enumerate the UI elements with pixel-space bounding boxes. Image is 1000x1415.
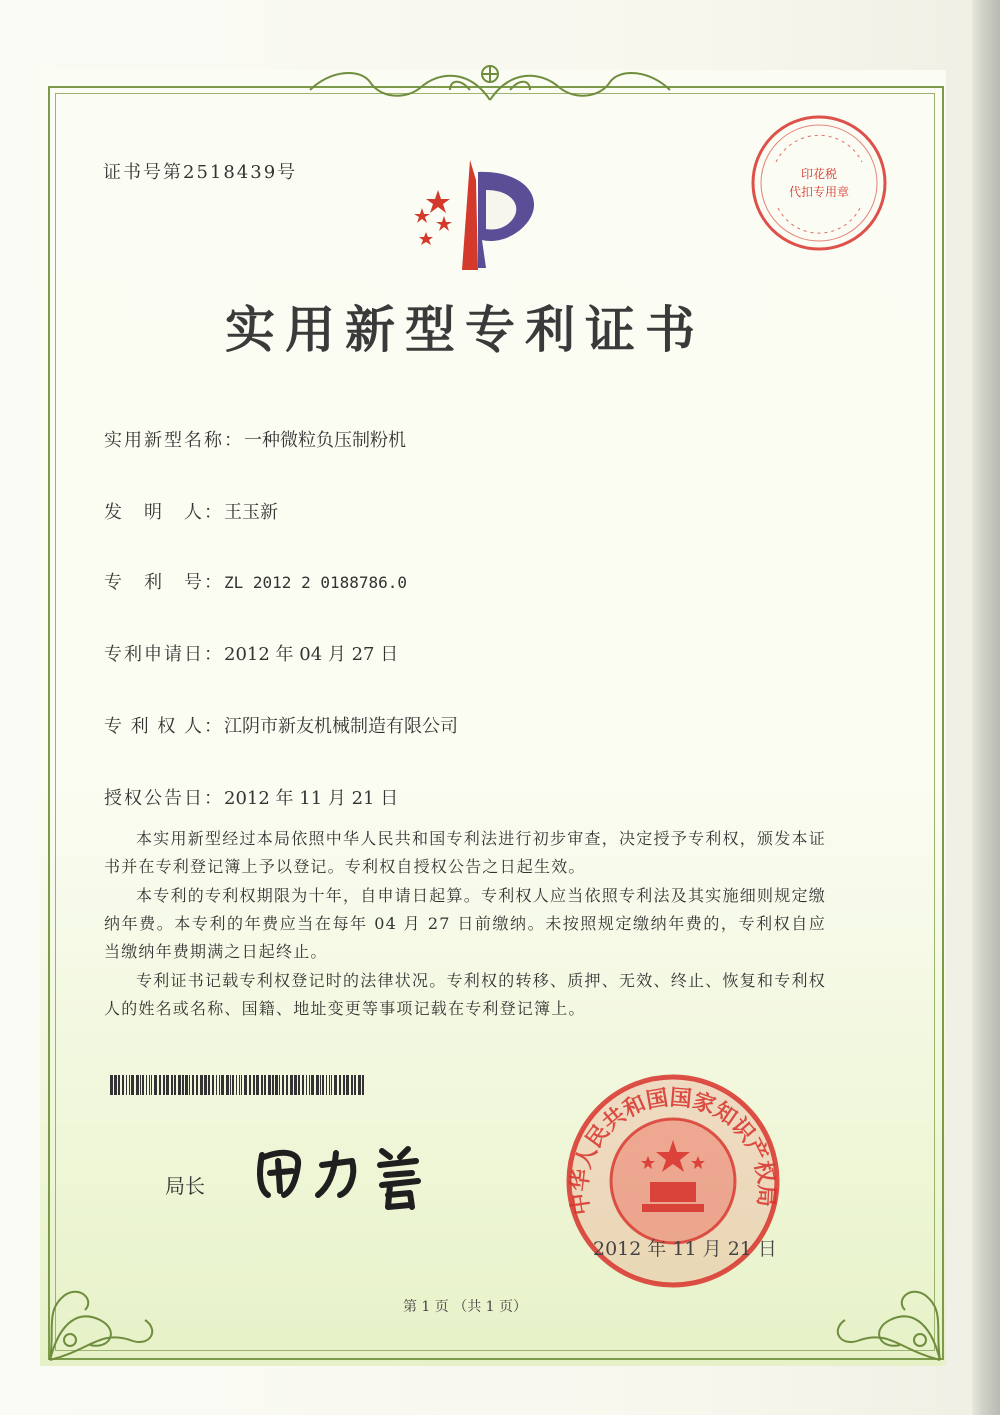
barcode-bar (264, 1075, 266, 1095)
barcode-bar (239, 1075, 240, 1095)
field-utility-model-name (104, 426, 406, 452)
barcode-bar (272, 1075, 274, 1095)
barcode-bar (236, 1075, 237, 1095)
barcode-bar (110, 1075, 113, 1095)
svg-text:代扣专用章: 代扣专用章 (788, 185, 850, 199)
barcode-bar (196, 1075, 198, 1095)
barcode-bar (129, 1075, 130, 1095)
barcode-bar (261, 1075, 263, 1095)
body-paragraph: 本专利的专利权期限为十年，自申请日起算。专利权人应当依照专利法及其实施细则规定缴纳年费。本专利的年费应当在每年 04 月 27 日前缴纳。未按照规定缴纳年费的，专利权自应当缴纳年费期满之日起终止。 (104, 886, 826, 961)
barcode (110, 1075, 366, 1095)
barcode-bar (358, 1075, 361, 1095)
barcode-bar (268, 1075, 271, 1095)
barcode-bar (294, 1075, 297, 1095)
barcode-bar (122, 1075, 124, 1095)
barcode-bar (329, 1075, 330, 1095)
barcode-bar (302, 1075, 304, 1095)
barcode-bar (159, 1075, 161, 1095)
corner-ornament-bottom-left (40, 1220, 190, 1370)
field-inventor (104, 498, 278, 524)
body-paragraph: 本实用新型经过本局依照中华人民共和国专利法进行初步审查，决定授予专利权，颁发本证书并在专利登记簿上予以登记。专利权自授权公告之日起生效。 (104, 829, 826, 876)
barcode-bar (334, 1075, 337, 1095)
barcode-bar (232, 1075, 234, 1095)
field-value: 王玉新 (224, 502, 278, 523)
barcode-bar (290, 1075, 293, 1095)
issue-date: 2012 年 11 月 21 日 (593, 1238, 777, 1260)
barcode-bar (182, 1075, 184, 1095)
barcode-bar (192, 1075, 194, 1095)
barcode-bar (354, 1075, 356, 1095)
barcode-bar (208, 1075, 210, 1095)
barcode-bar (253, 1075, 255, 1095)
tax-seal-stamp (748, 112, 890, 254)
certificate-number: 证书号第2518439号 (103, 162, 298, 183)
barcode-bar (309, 1075, 310, 1095)
barcode-bar (362, 1075, 364, 1095)
barcode-bar (212, 1075, 214, 1095)
field-value: 江阴市新友机械制造有限公司 (224, 716, 458, 737)
barcode-bar (320, 1075, 321, 1095)
barcode-bar (316, 1075, 319, 1095)
field-patent-number (104, 568, 407, 594)
barcode-bar (204, 1075, 207, 1095)
field-grant-date (104, 784, 398, 810)
barcode-bar (219, 1075, 220, 1095)
director-signature (240, 1125, 450, 1215)
barcode-bar (244, 1075, 247, 1095)
barcode-bar (216, 1075, 217, 1095)
barcode-bar (346, 1075, 349, 1095)
barcode-bar (326, 1075, 327, 1095)
field-label: 专 利 权 人： (104, 716, 224, 737)
barcode-bar (118, 1075, 120, 1095)
barcode-bar (226, 1075, 229, 1095)
barcode-bar (343, 1075, 345, 1095)
director-label: 局长 (165, 1174, 205, 1198)
barcode-bar (279, 1075, 280, 1095)
barcode-bar (275, 1075, 278, 1095)
barcode-bar (351, 1075, 353, 1095)
barcode-bar (200, 1075, 203, 1095)
barcode-bar (311, 1075, 314, 1095)
barcode-bar (221, 1075, 224, 1095)
barcode-bar (131, 1075, 134, 1095)
barcode-bar (140, 1075, 141, 1095)
svg-text:印花税: 印花税 (800, 167, 838, 181)
barcode-bar (189, 1075, 190, 1095)
barcode-bar (230, 1075, 231, 1095)
field-value: 2012 年 04 月 27 日 (224, 644, 399, 665)
barcode-bar (142, 1075, 144, 1095)
page-footer: 第 1 页 （共 1 页） (402, 1299, 528, 1315)
patent-office-logo (400, 150, 560, 280)
barcode-bar (151, 1075, 152, 1095)
barcode-bar (298, 1075, 300, 1095)
field-label: 专利申请日： (104, 644, 224, 665)
field-label: 专 利 号： (104, 572, 224, 593)
field-filing-date (104, 640, 398, 666)
field-label: 发 明 人： (104, 502, 224, 523)
barcode-bar (339, 1075, 341, 1095)
barcode-bar (178, 1075, 181, 1095)
barcode-bar (126, 1075, 127, 1095)
barcode-bar (322, 1075, 324, 1095)
barcode-bar (331, 1075, 332, 1095)
barcode-bar (286, 1075, 288, 1095)
scan-edge-shadow (972, 0, 1000, 1415)
barcode-bar (185, 1075, 188, 1095)
barcode-bar (166, 1075, 169, 1095)
body-paragraph: 专利证书记载专利权登记时的法律状况。专利权的转移、质押、无效、终止、恢复和专利权人的姓名或名称、国籍、地址变更等事项记载在专利登记簿上。 (104, 971, 826, 1018)
barcode-bar (149, 1075, 150, 1095)
barcode-bar (114, 1075, 117, 1095)
barcode-bar (241, 1075, 242, 1095)
field-value: 一种微粒负压制粉机 (244, 430, 406, 451)
barcode-bar (174, 1075, 176, 1095)
top-ornament (300, 60, 680, 106)
barcode-bar (171, 1075, 173, 1095)
barcode-bar (136, 1075, 139, 1095)
field-label: 授权公告日： (104, 788, 224, 809)
field-value: ZL 2012 2 0188786.0 (224, 573, 408, 592)
barcode-bar (306, 1075, 307, 1095)
field-patentee (104, 712, 458, 738)
barcode-bar (249, 1075, 251, 1095)
barcode-bar (282, 1075, 284, 1095)
barcode-bar (154, 1075, 157, 1095)
svg-text:中华人民共和国国家知识产权局: 中华人民共和国国家知识产权局 (566, 1084, 780, 1217)
barcode-bar (256, 1075, 259, 1095)
document-title: 实用新型专利证书 (225, 300, 705, 359)
barcode-bar (163, 1075, 165, 1095)
corner-ornament-bottom-right (800, 1220, 950, 1370)
field-label: 实用新型名称： (104, 430, 244, 451)
field-value: 2012 年 11 月 21 日 (224, 788, 399, 809)
barcode-bar (146, 1075, 147, 1095)
